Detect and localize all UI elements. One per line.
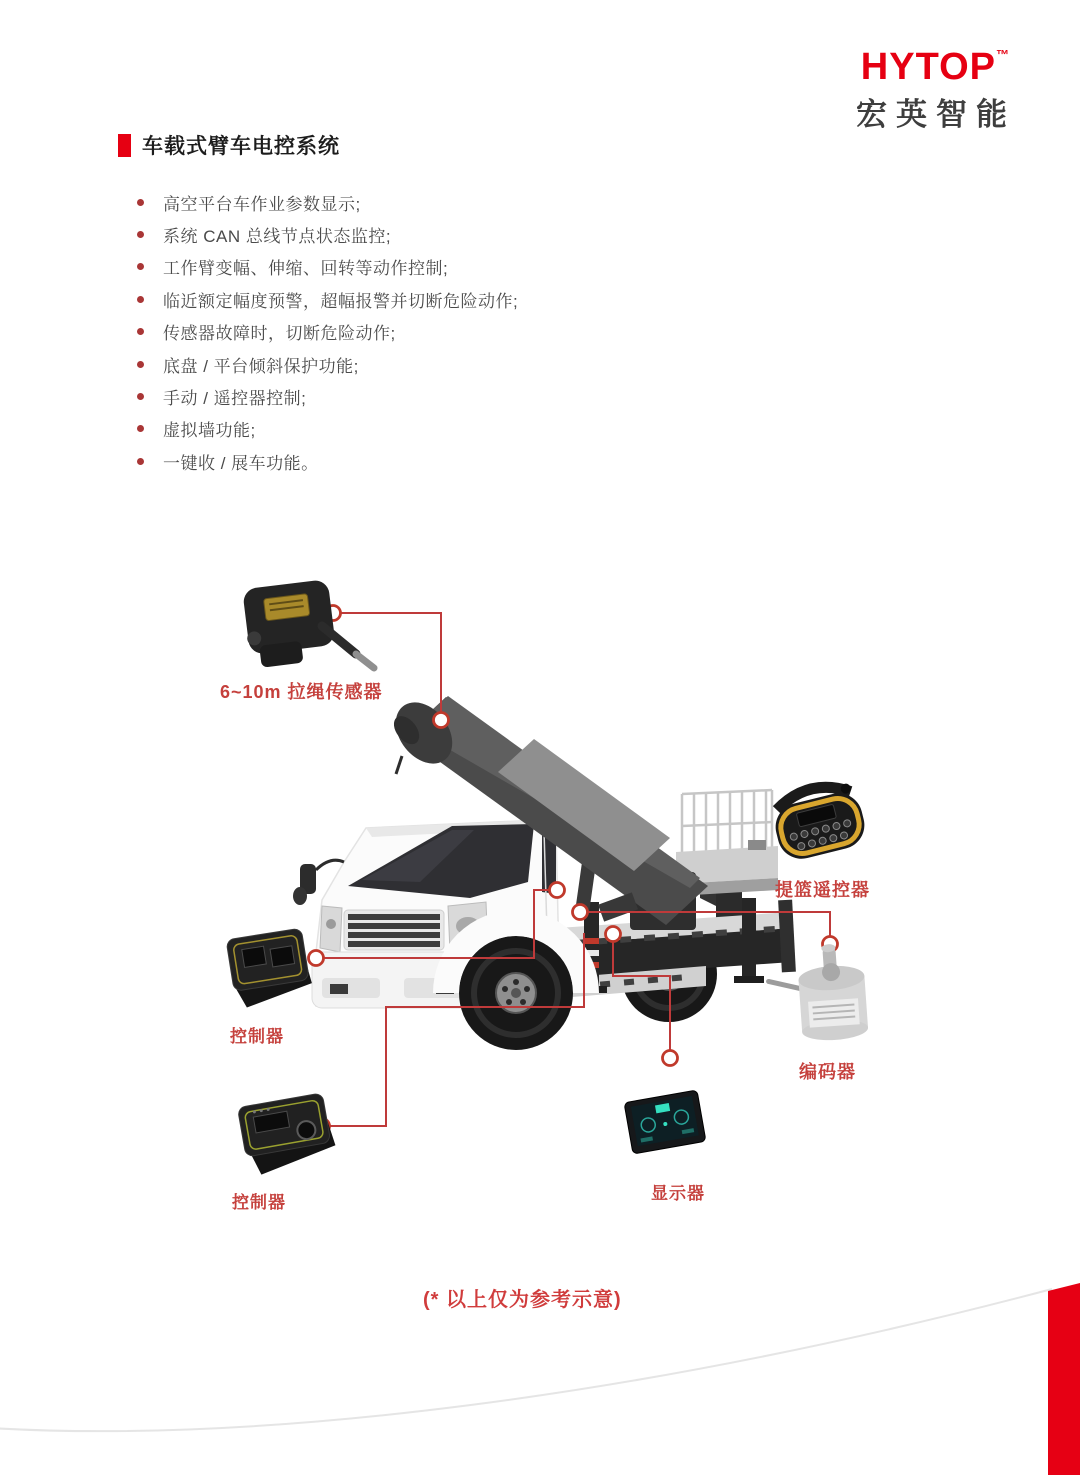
- display-label: 显示器: [651, 1184, 705, 1203]
- connector-node: [606, 927, 621, 942]
- connector-node: [573, 905, 588, 920]
- connector-node: [309, 951, 324, 966]
- feature-item: 虚拟墙功能;: [137, 413, 518, 445]
- rope-sensor-label: 6~10m 拉绳传感器: [220, 682, 383, 702]
- brand-name: HYTOP: [860, 46, 996, 88]
- display-image: [624, 1090, 706, 1154]
- controller-top-image: [226, 928, 314, 1009]
- feature-item: 高空平台车作业参数显示;: [137, 186, 518, 218]
- remote-control-image: [768, 778, 869, 863]
- connector-node: [550, 883, 565, 898]
- feature-item: 工作臂变幅、伸缩、回转等动作控制;: [137, 251, 518, 283]
- brand-chinese-name: 宏英智能: [856, 97, 1016, 132]
- feature-item: 系统 CAN 总线节点状态监控;: [137, 218, 518, 250]
- basket-remote-label: 提篮遥控器: [775, 880, 870, 900]
- page-title: 车载式臂车电控系统: [142, 135, 340, 158]
- trademark-symbol: ™: [996, 47, 1010, 62]
- decor-red-bar: [1048, 1283, 1080, 1475]
- controller-top-label: 控制器: [230, 1027, 284, 1046]
- controller-bottom-label: 控制器: [232, 1193, 286, 1212]
- footer-note: (* 以上仅为参考示意): [423, 1289, 622, 1311]
- rope-sensor-image: [241, 579, 374, 669]
- connector-node: [663, 1051, 678, 1066]
- feature-item: 传感器故障时，切断危险动作;: [137, 316, 518, 348]
- feature-item: 一键收 / 展车功能。: [137, 445, 518, 477]
- truck-image: [293, 691, 796, 1050]
- encoder-label: 编码器: [799, 1062, 856, 1082]
- connector-node: [434, 713, 449, 728]
- feature-item: 临近额定幅度预警，超幅报警并切断危险动作;: [137, 283, 518, 315]
- feature-item: 手动 / 遥控器控制;: [137, 380, 518, 412]
- feature-item: 底盘 / 平台倾斜保护功能;: [137, 348, 518, 380]
- front-wheel: [446, 923, 586, 1050]
- controller-bottom-image: [237, 1092, 338, 1177]
